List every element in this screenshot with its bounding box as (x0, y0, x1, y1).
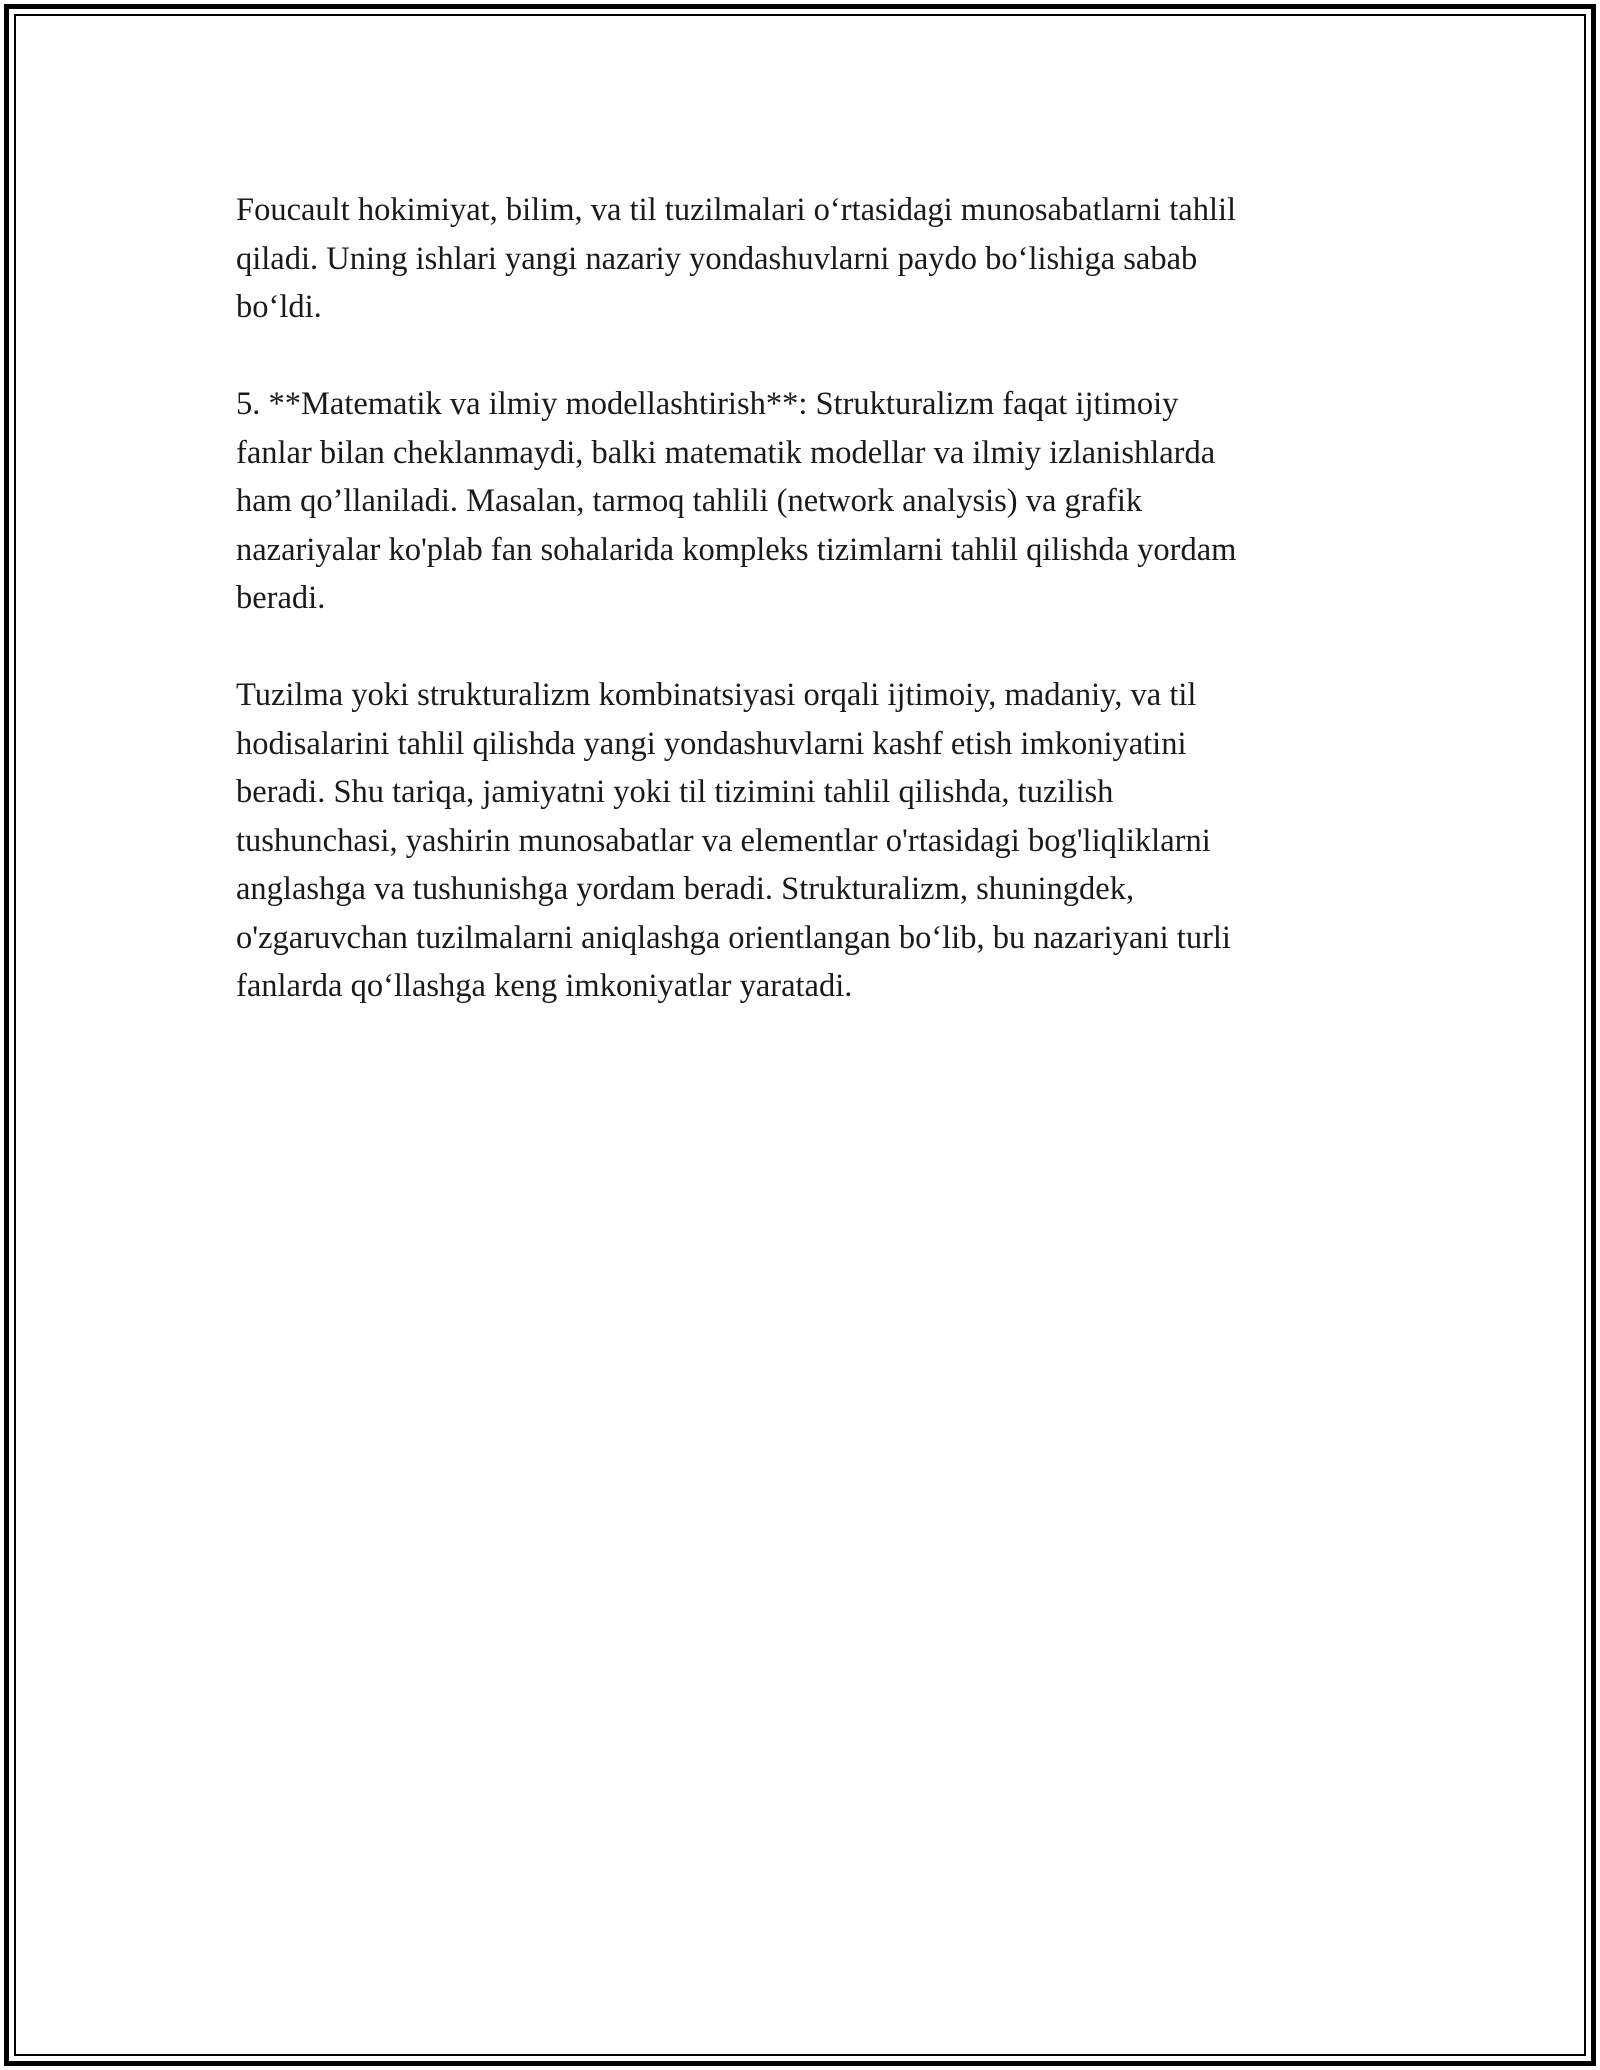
document-body (236, 186, 1376, 1059)
paragraph-mathematical-modeling: 5. **Matematik va ilmiy modellashtirish**: Strukturalizm faqat ijtimoiy fanlar bilan cheklanmaydi, balki matematik modellar va ilmiy izlanishlarda ham qo’llaniladi. Masalan, tarmoq tahlili (network analysis) va grafik nazariyalar ko'plab fan sohalarida kompleks tizimlarni tahlil qilishda yordam beradi. (236, 386, 1237, 616)
paragraph-foucault: Foucault hokimiyat, bilim, va til tuzilmalari o‘rtasidagi munosabatlarni tahlil qiladi. Uning ishlari yangi nazariy yondashuvlarni paydo bo‘lishiga sabab bo‘ldi. (236, 192, 1237, 325)
paragraph-conclusion: Tuzilma yoki strukturalizm kombinatsiyasi orqali ijtimoiy, madaniy, va til hodisalarini tahlil qilishda yangi yondashuvlarni kashf etish imkoniyatini beradi. Shu tariqa, jamiyatni yoki til tizimini tahlil qilishda, tuzilish tushunchasi, yashirin munosabatlar va elementlar o'rtasidagi bog'liqliklarni anglashga va tushunishga yordam beradi. Strukturalizm, shuningdek, o'zgaruvchan tuzilmalarni aniqlashga orientlangan bo‘lib, bu nazariyani turli fanlarda qo‘llashga keng imkoniyatlar yaratadi. (236, 677, 1231, 1004)
